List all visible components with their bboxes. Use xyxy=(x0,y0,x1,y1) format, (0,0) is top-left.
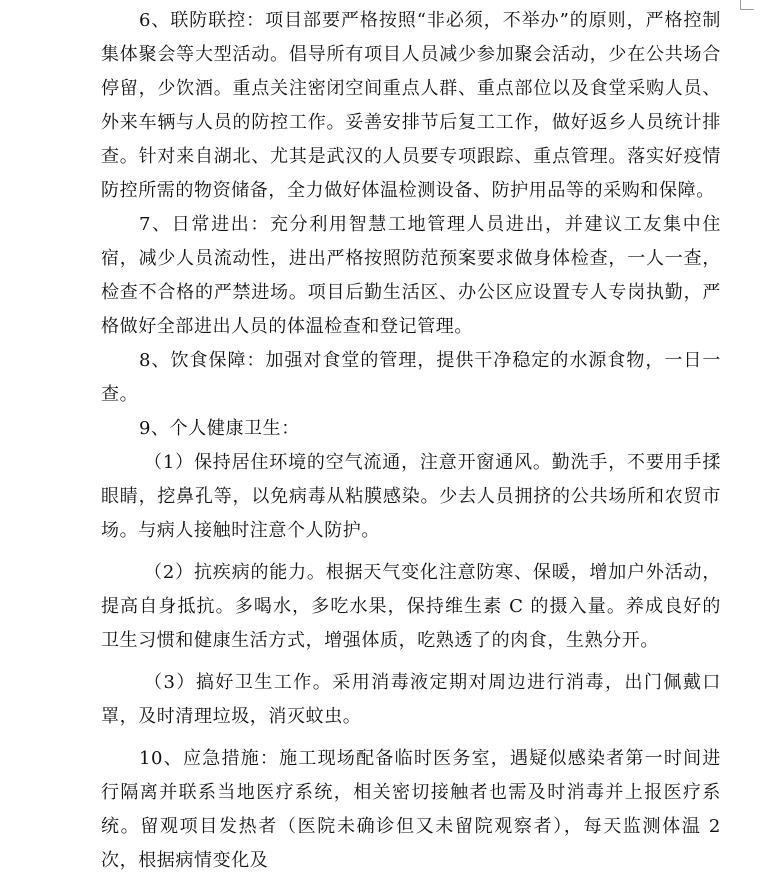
paragraph-hygiene-item-3: （3）搞好卫生工作。采用消毒液定期对周边进行消毒，出门佩戴口罩，及时清理垃圾，消灭蚊虫。 xyxy=(101,672,721,727)
paragraph-daily-access: 7、日常进出：充分利用智慧工地管理人员进出，并建议工友集中住宿，减少人员流动性，进出严格按照防范预案要求做身体检查，一人一查，检查不合格的严禁进场。项目后勤生活区、办公区应设置专人专岗执勤，严格做好全部进出人员的体温检查和登记管理。 xyxy=(101,214,721,337)
paragraph-hygiene-item-1: （1）保持居住环境的空气流通，注意开窗通风。勤洗手，不要用手揉眼睛，挖鼻孔等，以免病毒从粘膜感染。少去人员拥挤的公共场所和农贸市场。与病人接触时注意个人防护。 xyxy=(101,452,721,541)
paragraph-food-safety: 8、饮食保障：加强对食堂的管理，提供干净稳定的水源食物，一日一查。 xyxy=(101,350,721,405)
corner-mark-horizontal xyxy=(740,9,754,10)
paragraph-hygiene-item-2: （2）抗疾病的能力。根据天气变化注意防寒、保暖，增加户外活动，提高自身抵抗。多喝水，多吃水果，保持维生素 C 的摄入量。养成良好的卫生习惯和健康生活方式，增强体质，吃熟透了的肉食，生熟分开。 xyxy=(101,562,721,651)
paragraph-gap xyxy=(101,658,721,666)
paragraph-joint-prevention: 6、联防联控：项目部要严格按照“非必须，不举办”的原则，严格控制集体聚会等大型活动。倡导所有项目人员减少参加聚会活动，少在公共场合停留，少饮酒。重点关注密闭空间重点人群、重点部位以及食堂采购人员、外来车辆与人员的防控工作。妥善安排节后复工工作，做好返乡人员统计排查。针对来自湖北、尤其是武汉的人员要专项跟踪、重点管理。落实好疫情防控所需的物资储备，全力做好体温检测设备、防护用品等的采购和保障。 xyxy=(101,10,721,201)
paragraph-emergency-measures: 10、应急措施：施工现场配备临时医务室，遇疑似感染者第一时间进行隔离并联系当地医疗系统，相关密切接触者也需及时消毒并上报医疗系统。留观项目发热者（医院未确诊但又未留院观察者），每天监测体温 2 次，根据病情变化及 xyxy=(101,748,721,871)
page-corner-mark xyxy=(0,0,780,1)
paragraph-gap xyxy=(101,548,721,556)
document-page xyxy=(101,4,721,878)
paragraph-gap xyxy=(101,734,721,742)
paragraph-personal-hygiene-heading: 9、个人健康卫生： xyxy=(139,418,300,439)
